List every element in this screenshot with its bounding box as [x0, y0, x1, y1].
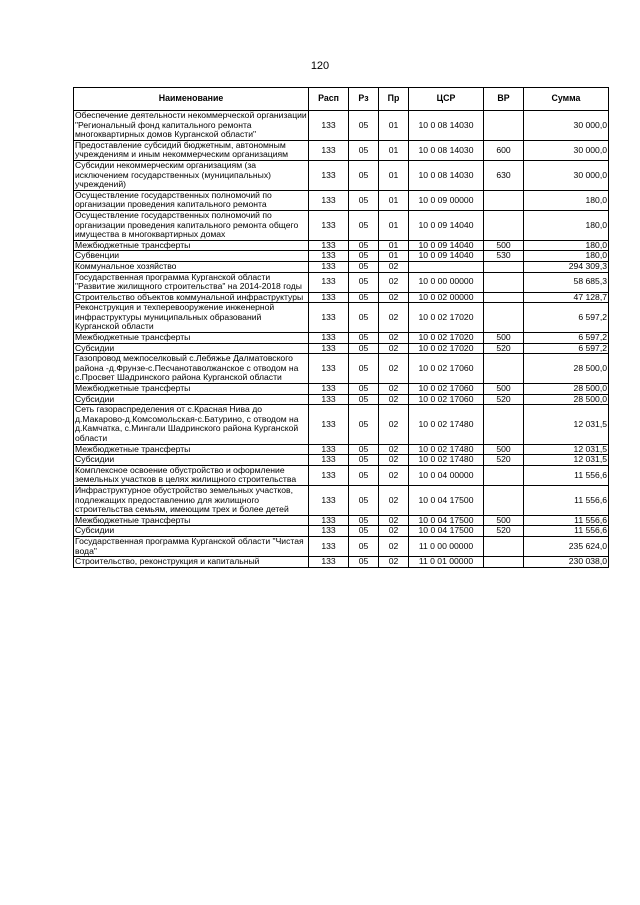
table-row [74, 394, 609, 405]
cell-name: Строительство объектов коммунальной инфраструктуры [74, 292, 309, 303]
cell-rz: 05 [349, 515, 379, 526]
table-body [74, 111, 609, 568]
table-row [74, 526, 609, 537]
cell-pr: 02 [379, 465, 409, 485]
cell-sum: 28 500,0 [524, 384, 609, 395]
cell-pr: 02 [379, 292, 409, 303]
cell-rasp: 133 [309, 354, 349, 384]
table-row [74, 251, 609, 262]
cell-pr: 01 [379, 160, 409, 190]
cell-csr: 10 0 02 17020 [409, 303, 484, 333]
cell-sum: 28 500,0 [524, 394, 609, 405]
table-row [74, 272, 609, 292]
cell-pr: 01 [379, 251, 409, 262]
cell-pr: 02 [379, 405, 409, 444]
cell-csr: 10 0 04 00000 [409, 465, 484, 485]
cell-rasp: 133 [309, 536, 349, 556]
cell-rz: 05 [349, 557, 379, 568]
cell-sum: 6 597,2 [524, 343, 609, 354]
header-csr: ЦСР [409, 88, 484, 111]
cell-csr: 10 0 02 17480 [409, 405, 484, 444]
cell-rz: 05 [349, 111, 379, 141]
cell-vr [484, 536, 524, 556]
cell-rasp: 133 [309, 485, 349, 515]
cell-rz: 05 [349, 354, 379, 384]
cell-rasp: 133 [309, 394, 349, 405]
cell-rasp: 133 [309, 272, 349, 292]
cell-rz: 05 [349, 384, 379, 395]
cell-sum: 180,0 [524, 240, 609, 251]
cell-csr: 10 0 08 14030 [409, 111, 484, 141]
cell-sum: 58 685,3 [524, 272, 609, 292]
cell-rz: 05 [349, 536, 379, 556]
cell-sum: 11 556,6 [524, 515, 609, 526]
cell-csr: 11 0 00 00000 [409, 536, 484, 556]
cell-sum: 294 309,3 [524, 261, 609, 272]
cell-vr [484, 303, 524, 333]
cell-vr: 520 [484, 455, 524, 466]
cell-rz: 05 [349, 272, 379, 292]
cell-sum: 12 031,5 [524, 455, 609, 466]
header-rz: Рз [349, 88, 379, 111]
table-row [74, 111, 609, 141]
table-row [74, 444, 609, 455]
cell-sum: 12 031,5 [524, 405, 609, 444]
cell-pr: 02 [379, 272, 409, 292]
table-row [74, 190, 609, 210]
cell-vr [484, 292, 524, 303]
cell-vr [484, 405, 524, 444]
cell-sum: 11 556,6 [524, 526, 609, 537]
header-rasp: Расп [309, 88, 349, 111]
cell-rasp: 133 [309, 405, 349, 444]
cell-rz: 05 [349, 190, 379, 210]
budget-table [73, 87, 609, 568]
table-row [74, 343, 609, 354]
header-vr: ВР [484, 88, 524, 111]
cell-vr: 500 [484, 444, 524, 455]
table-row [74, 455, 609, 466]
cell-csr: 10 0 08 14030 [409, 160, 484, 190]
cell-name: Межбюджетные трансферты [74, 444, 309, 455]
header-pr: Пр [379, 88, 409, 111]
cell-rz: 05 [349, 251, 379, 262]
cell-vr: 530 [484, 251, 524, 262]
cell-rasp: 133 [309, 111, 349, 141]
cell-name: Межбюджетные трансферты [74, 515, 309, 526]
cell-pr: 02 [379, 303, 409, 333]
cell-pr: 02 [379, 394, 409, 405]
cell-pr: 02 [379, 343, 409, 354]
cell-vr [484, 261, 524, 272]
cell-vr: 630 [484, 160, 524, 190]
cell-vr [484, 465, 524, 485]
cell-csr: 10 0 09 00000 [409, 190, 484, 210]
cell-rasp: 133 [309, 515, 349, 526]
cell-rz: 05 [349, 292, 379, 303]
table-row [74, 485, 609, 515]
cell-vr [484, 354, 524, 384]
cell-name: Осуществление государственных полномочий по организации проведения капитального ремонта общего имущества в многоквартирных домах [74, 210, 309, 240]
cell-rasp: 133 [309, 465, 349, 485]
cell-name: Коммунальное хозяйство [74, 261, 309, 272]
cell-pr: 01 [379, 240, 409, 251]
cell-vr: 500 [484, 333, 524, 344]
cell-vr: 500 [484, 384, 524, 395]
cell-name: Субвенции [74, 251, 309, 262]
cell-rz: 05 [349, 444, 379, 455]
cell-rasp: 133 [309, 557, 349, 568]
cell-pr: 02 [379, 444, 409, 455]
cell-rz: 05 [349, 261, 379, 272]
cell-csr [409, 261, 484, 272]
cell-pr: 02 [379, 515, 409, 526]
cell-pr: 01 [379, 190, 409, 210]
cell-rz: 05 [349, 160, 379, 190]
cell-sum: 235 624,0 [524, 536, 609, 556]
table-row [74, 405, 609, 444]
cell-sum: 180,0 [524, 190, 609, 210]
table-row [74, 333, 609, 344]
cell-name: Осуществление государственных полномочий по организации проведения капитального ремонта [74, 190, 309, 210]
cell-rz: 05 [349, 405, 379, 444]
cell-vr [484, 210, 524, 240]
cell-pr: 01 [379, 111, 409, 141]
cell-pr: 01 [379, 140, 409, 160]
cell-name: Субсидии [74, 394, 309, 405]
cell-rasp: 133 [309, 444, 349, 455]
cell-csr: 10 0 02 17060 [409, 354, 484, 384]
cell-sum: 6 597,2 [524, 333, 609, 344]
table-row [74, 465, 609, 485]
cell-name: Комплексное освоение обустройство и оформление земельных участков в целях жилищного строительства [74, 465, 309, 485]
cell-pr: 02 [379, 384, 409, 395]
cell-name: Субсидии [74, 526, 309, 537]
cell-pr: 02 [379, 354, 409, 384]
cell-rasp: 133 [309, 240, 349, 251]
cell-name: Сеть газораспределения от с.Красная Нива до д.Макарово-д.Комсомольская-с.Батурино, с отводом на д.Камчатка, с.Мингали Шадринского района Курганской области [74, 405, 309, 444]
cell-csr: 10 0 04 17500 [409, 526, 484, 537]
cell-vr: 500 [484, 240, 524, 251]
cell-sum: 11 556,6 [524, 465, 609, 485]
cell-pr: 02 [379, 261, 409, 272]
cell-rz: 05 [349, 333, 379, 344]
table-header-row [74, 88, 609, 111]
cell-csr: 10 0 02 17060 [409, 384, 484, 395]
cell-pr: 02 [379, 333, 409, 344]
cell-rasp: 133 [309, 384, 349, 395]
cell-rasp: 133 [309, 190, 349, 210]
cell-csr: 10 0 02 00000 [409, 292, 484, 303]
cell-name: Государственная программа Курганской области "Чистая вода" [74, 536, 309, 556]
cell-rasp: 133 [309, 526, 349, 537]
header-sum: Сумма [524, 88, 609, 111]
cell-rz: 05 [349, 210, 379, 240]
cell-rasp: 133 [309, 210, 349, 240]
cell-rasp: 133 [309, 140, 349, 160]
table-row [74, 261, 609, 272]
table-row [74, 210, 609, 240]
cell-sum: 47 128,7 [524, 292, 609, 303]
cell-sum: 180,0 [524, 251, 609, 262]
cell-csr: 10 0 02 17060 [409, 394, 484, 405]
cell-vr [484, 557, 524, 568]
cell-sum: 12 031,5 [524, 444, 609, 455]
cell-rz: 05 [349, 394, 379, 405]
cell-rasp: 133 [309, 303, 349, 333]
cell-sum: 30 000,0 [524, 160, 609, 190]
cell-pr: 02 [379, 526, 409, 537]
cell-name: Субсидии [74, 343, 309, 354]
cell-name: Субсидии некоммерческим организациям (за исключением государственных (муниципальных) учреждений) [74, 160, 309, 190]
cell-csr: 10 0 00 00000 [409, 272, 484, 292]
cell-sum: 230 038,0 [524, 557, 609, 568]
cell-csr: 10 0 02 17480 [409, 455, 484, 466]
cell-pr: 02 [379, 485, 409, 515]
cell-vr: 520 [484, 343, 524, 354]
cell-rasp: 133 [309, 333, 349, 344]
cell-name: Межбюджетные трансферты [74, 240, 309, 251]
cell-csr: 10 0 09 14040 [409, 251, 484, 262]
cell-vr: 520 [484, 394, 524, 405]
cell-csr: 11 0 01 00000 [409, 557, 484, 568]
cell-pr: 02 [379, 455, 409, 466]
cell-csr: 10 0 09 14040 [409, 240, 484, 251]
cell-name: Межбюджетные трансферты [74, 333, 309, 344]
cell-csr: 10 0 02 17020 [409, 333, 484, 344]
cell-rz: 05 [349, 343, 379, 354]
cell-vr: 500 [484, 515, 524, 526]
table-row [74, 515, 609, 526]
table-row [74, 240, 609, 251]
cell-vr [484, 190, 524, 210]
table-row [74, 557, 609, 568]
cell-sum: 30 000,0 [524, 140, 609, 160]
cell-sum: 6 597,2 [524, 303, 609, 333]
cell-rz: 05 [349, 140, 379, 160]
table-row [74, 140, 609, 160]
cell-csr: 10 0 08 14030 [409, 140, 484, 160]
cell-vr: 600 [484, 140, 524, 160]
cell-csr: 10 0 04 17500 [409, 485, 484, 515]
cell-name: Предоставление субсидий бюджетным, автономным учреждениям и иным некоммерческим организациям [74, 140, 309, 160]
cell-csr: 10 0 02 17020 [409, 343, 484, 354]
cell-rz: 05 [349, 303, 379, 333]
cell-name: Государственная программа Курганской области "Развитие жилищного строительства" на 2014-2018 годы [74, 272, 309, 292]
cell-rasp: 133 [309, 292, 349, 303]
cell-rasp: 133 [309, 455, 349, 466]
cell-rz: 05 [349, 526, 379, 537]
table-row [74, 536, 609, 556]
cell-rz: 05 [349, 240, 379, 251]
cell-vr [484, 485, 524, 515]
cell-vr [484, 272, 524, 292]
cell-name: Реконструкция и техперевооружение инженерной инфраструктуры муниципальных образований Курганской области [74, 303, 309, 333]
cell-rasp: 133 [309, 343, 349, 354]
table-row [74, 303, 609, 333]
cell-name: Строительство, реконструкция и капитальный [74, 557, 309, 568]
table-row [74, 384, 609, 395]
cell-pr: 01 [379, 210, 409, 240]
cell-sum: 30 000,0 [524, 111, 609, 141]
page-number: 120 [310, 60, 330, 72]
cell-csr: 10 0 09 14040 [409, 210, 484, 240]
cell-sum: 11 556,6 [524, 485, 609, 515]
cell-name: Инфраструктурное обустройство земельных участков, подлежащих предоставлению для жилищного строительства семьям, имеющим трех и более детей [74, 485, 309, 515]
cell-rz: 05 [349, 485, 379, 515]
cell-rz: 05 [349, 455, 379, 466]
cell-csr: 10 0 04 17500 [409, 515, 484, 526]
cell-rz: 05 [349, 465, 379, 485]
cell-rasp: 133 [309, 251, 349, 262]
cell-sum: 180,0 [524, 210, 609, 240]
table-row [74, 292, 609, 303]
cell-name: Межбюджетные трансферты [74, 384, 309, 395]
cell-name: Газопровод межпоселковый с.Лебяжье Далматовского района -д.Фрунзе-с.Песчанотаволжанское с отводом на с.Просвет Шадринского района Курганской области [74, 354, 309, 384]
cell-sum: 28 500,0 [524, 354, 609, 384]
cell-csr: 10 0 02 17480 [409, 444, 484, 455]
table-row [74, 160, 609, 190]
cell-rasp: 133 [309, 261, 349, 272]
cell-name: Обеспечение деятельности некоммерческой организации "Региональный фонд капитального ремонта многоквартирных домов Курганской области" [75, 110, 307, 140]
cell-rasp: 133 [309, 160, 349, 190]
cell-name: Субсидии [74, 455, 309, 466]
cell-vr [484, 111, 524, 141]
cell-pr: 02 [379, 557, 409, 568]
cell-pr: 02 [379, 536, 409, 556]
header-name: Наименование [74, 88, 309, 111]
cell-vr: 520 [484, 526, 524, 537]
table-row [74, 354, 609, 384]
